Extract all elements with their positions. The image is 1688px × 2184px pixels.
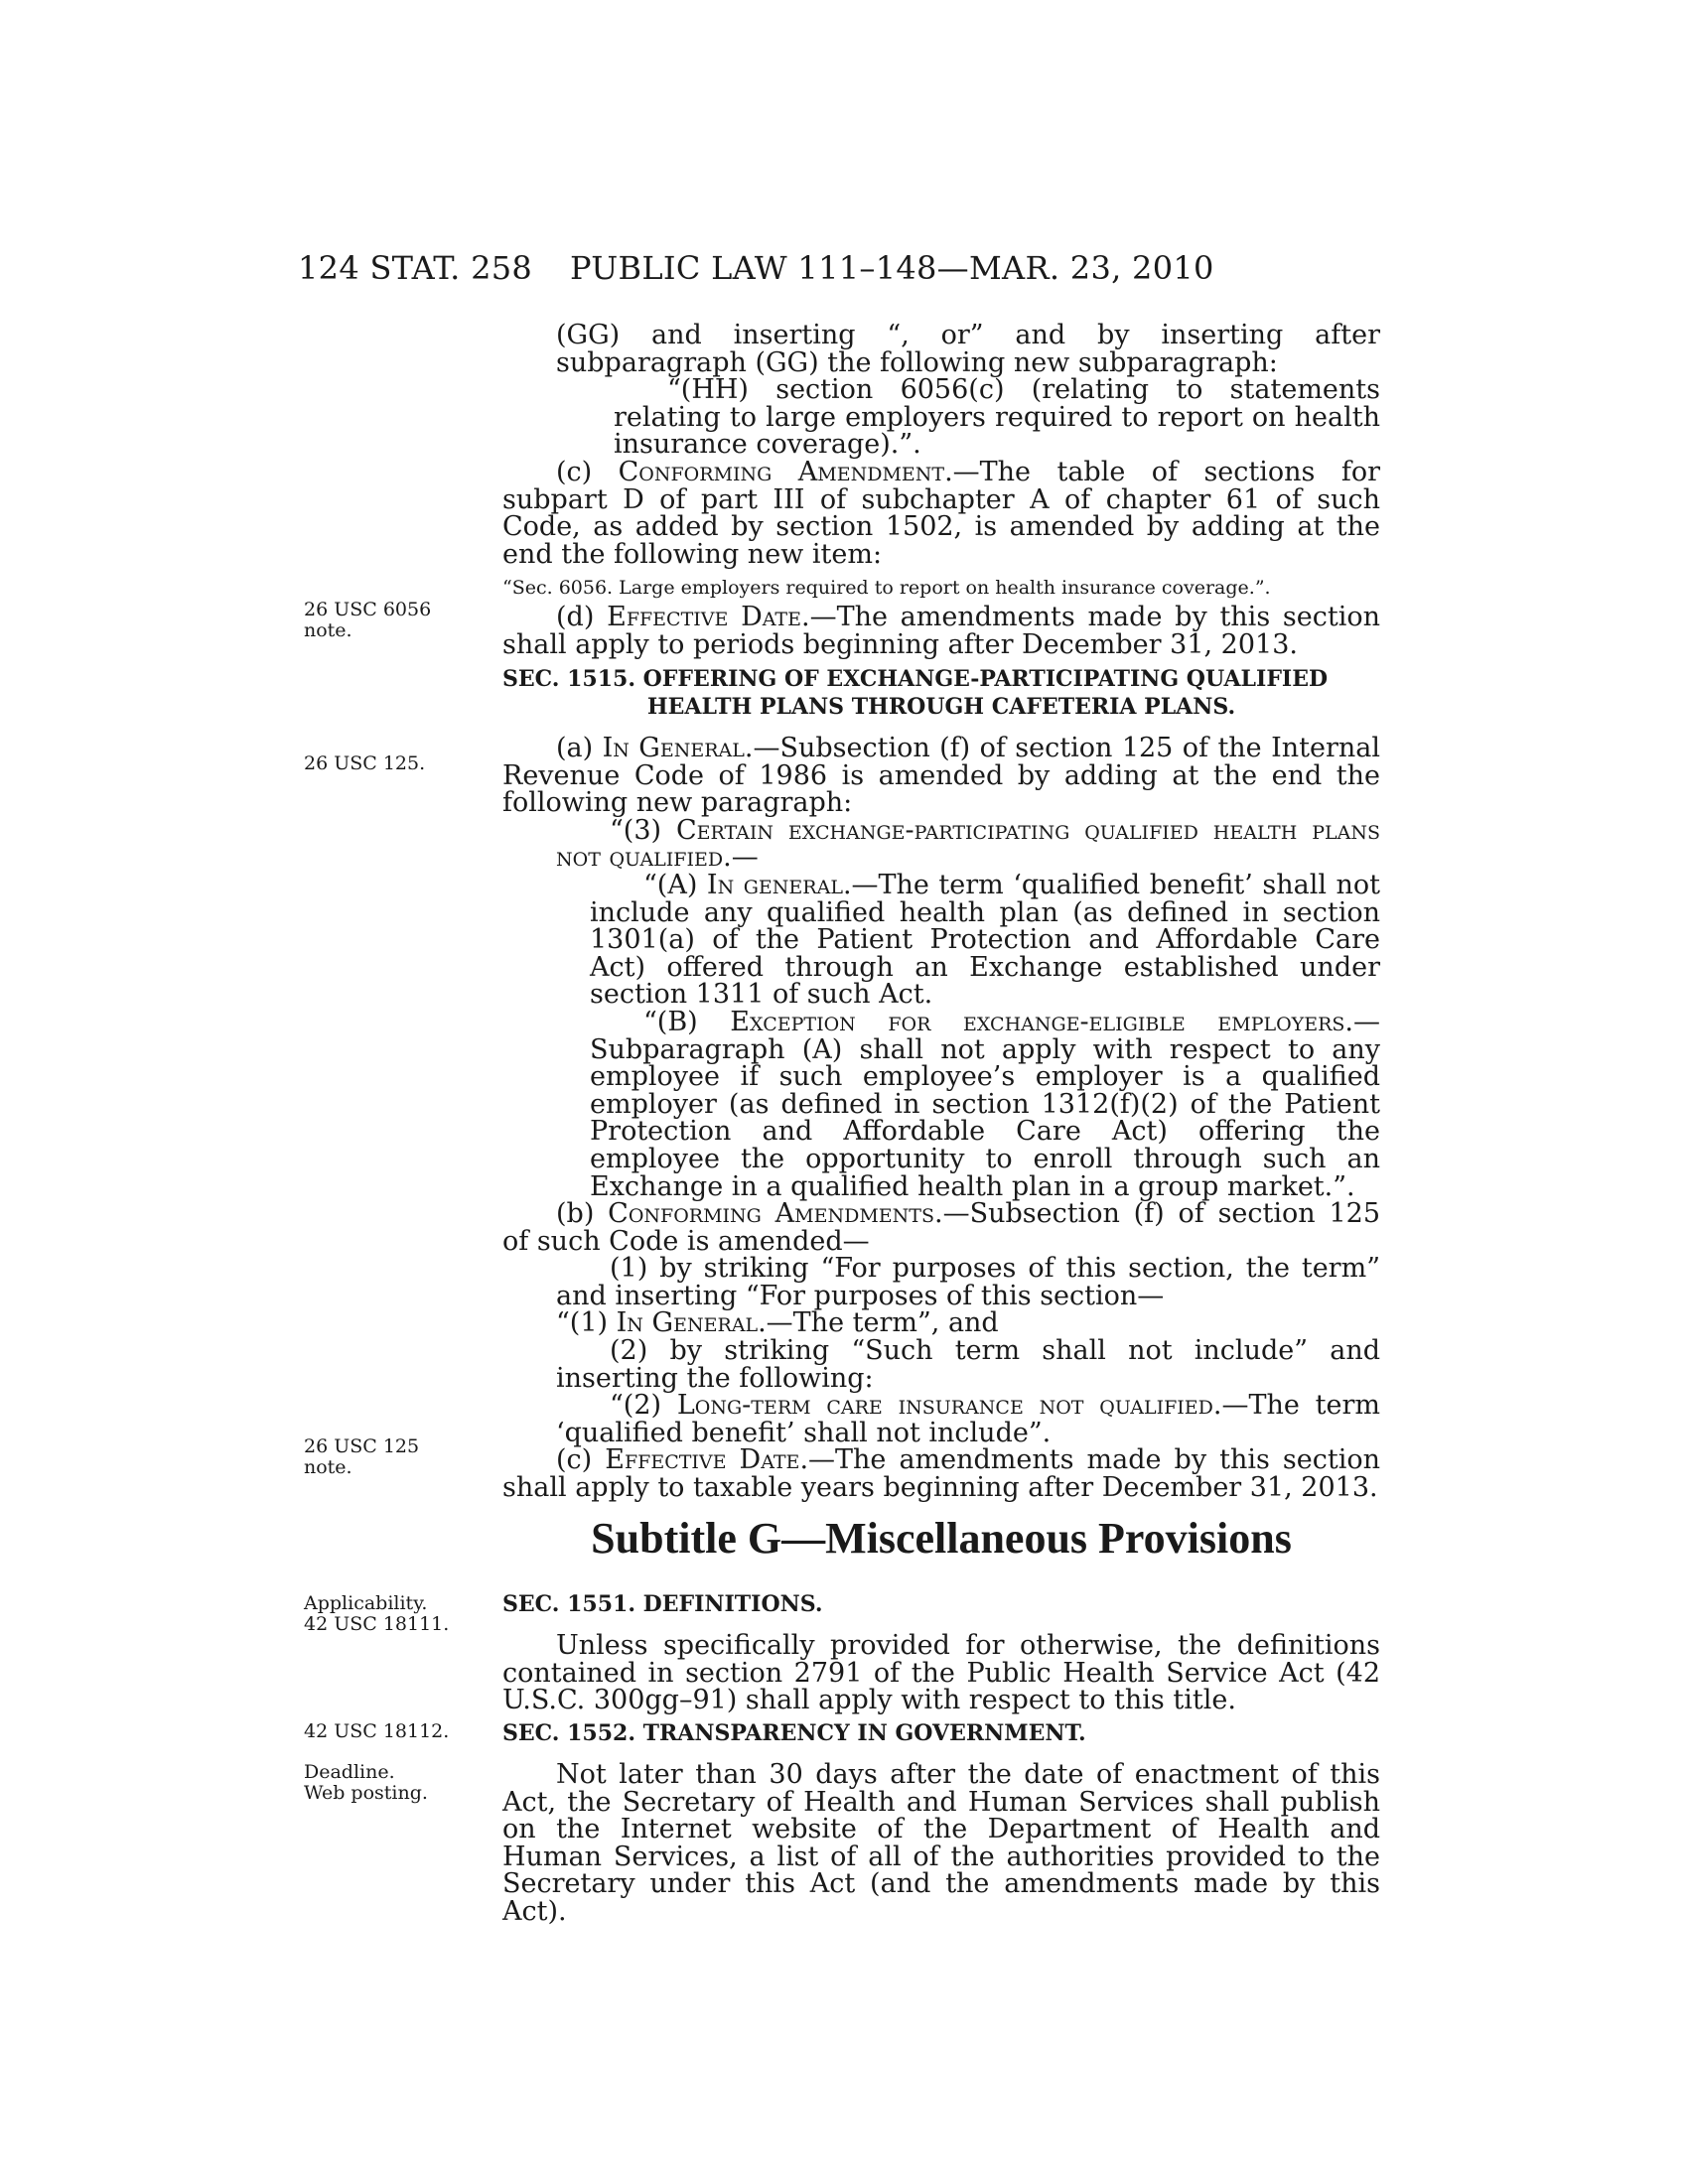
subtitle-heading: Subtitle G—Miscellaneous Provisions	[591, 1514, 1292, 1563]
section-1552-heading: SEC. 1552. TRANSPARENCY IN GOVERNMENT.	[502, 1720, 1086, 1746]
paragraph-hh: “(HH) section 6056(c) (relating to statements relating to large employers required to report on health insurance coverage).”.	[614, 374, 1380, 461]
paragraph-3-heading: “(3) Certain exchange-participating qualified health plans not qualified.—	[556, 814, 1380, 874]
subparagraph-b: “(B) Exception for exchange-eligible employers.—Subparagraph (A) shall not apply with respect to any employee if such employee’s employer is a qualified employer (as defined in section 1312(f)(2) of the Patient Protection and Affordable Care Act) offering the employee the opportunity to enroll through such an Exchange in a qualified health plan in a group market.”.	[590, 1006, 1380, 1202]
clause-1-striking: (1) by striking “For purposes of this section, the term” and inserting “For purposes of this section—	[556, 1253, 1380, 1311]
section-1515-heading: SEC. 1515. OFFERING OF EXCHANGE-PARTICIPATING QUALIFIED HEALTH PLANS THROUGH CAFETERIA PLANS.	[502, 666, 1329, 720]
subsection-b-conforming: (b) Conforming Amendments.—Subsection (f) of section 125 of such Code is amended—	[502, 1198, 1381, 1257]
margin-note-26usc125-note: 26 USC 125 note.	[304, 1435, 420, 1478]
subsection-c-effective-date: (c) Effective Date.—The amendments made by this section shall apply to taxable years beginning after December 31, 2013.	[502, 1444, 1380, 1504]
margin-note-42usc18112: 42 USC 18112.	[304, 1720, 450, 1742]
clause-1-in-general: “(1) In General.—The term”, and	[556, 1307, 999, 1339]
page-stat-citation: 124 STAT. 258	[298, 249, 533, 287]
subsection-d-effective-date: (d) Effective Date.—The amendments made by this section shall apply to periods beginning after December 31, 2013.	[502, 602, 1381, 660]
paragraph-gg: (GG) and inserting “, or” and by inserting after subparagraph (GG) the following new subparagraph:	[556, 320, 1380, 378]
subparagraph-a: “(A) In general.—The term ‘qualified benefit’ shall not include any qualified health plan (as defined in section 1301(a) of the Patient Protection and Affordable Care Act) offered through an Exchange established under section 1311 of such Act.	[590, 869, 1380, 1011]
margin-note-26usc125: 26 USC 125.	[304, 752, 426, 774]
margin-note-applicability: Applicability. 42 USC 18111.	[304, 1592, 450, 1635]
subsection-a-in-general: (a) In General.—Subsection (f) of section 125 of the Internal Revenue Code of 1986 is amended by adding at the end the following new paragraph:	[502, 733, 1380, 819]
section-1515	[502, 665, 1380, 1502]
table-item-sec-6056: “Sec. 6056. Large employers required to report on health insurance coverage.”.	[502, 577, 1271, 600]
section-1514-continuation	[502, 322, 1380, 659]
section-1551-text: Unless specifically provided for otherwise, the definitions contained in section 2791 of the Public Health Service Act (42 U.S.C. 300gg–91) shall apply with respect to this title.	[502, 1630, 1380, 1716]
section-1552-text: Not later than 30 days after the date of enactment of this Act, the Secretary of Health and Human Services shall publish on the Internet website of the Department of Health and Human Services, a list of all of the authorities provided to the Secretary under this Act (and the amendments made by this Act).	[502, 1759, 1380, 1927]
section-1551	[502, 1590, 1380, 1714]
section-1551-heading: SEC. 1551. DEFINITIONS.	[502, 1591, 823, 1617]
subsection-c-conforming: (c) Conforming Amendment.—The table of sections for subpart D of part III of subchapter A of chapter 61 of such Code, as added by section 1502, is amended by adding at the end the following new item:	[502, 456, 1380, 570]
section-1552	[502, 1719, 1380, 1926]
margin-note-26usc6056: 26 USC 6056 note.	[304, 599, 432, 641]
margin-note-deadline: Deadline. Web posting.	[304, 1761, 428, 1804]
page-running-title: PUBLIC LAW 111–148—MAR. 23, 2010	[570, 249, 1214, 287]
clause-2-striking: (2) by striking “Such term shall not include” and inserting the following:	[556, 1335, 1380, 1394]
clause-2-long-term-care: “(2) Long-term care insurance not qualified.—The term ‘qualified benefit’ shall not include”.	[556, 1390, 1380, 1448]
